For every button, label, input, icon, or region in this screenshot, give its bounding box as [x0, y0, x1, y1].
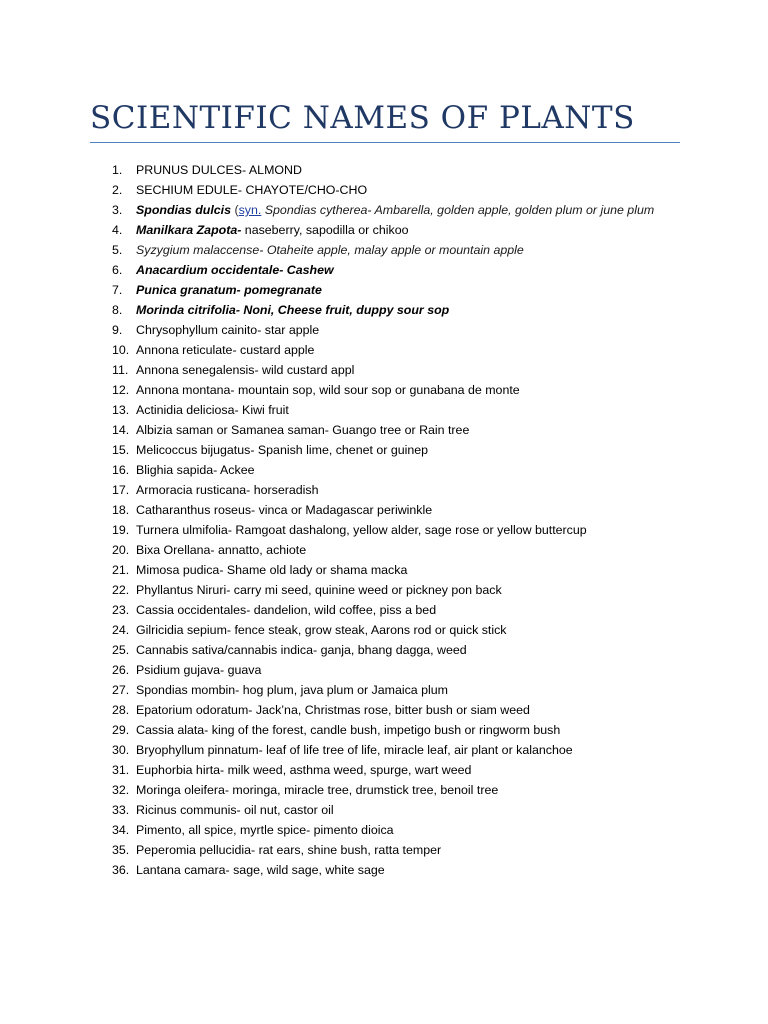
plant-list [112, 160, 672, 880]
paren-open: ( [231, 203, 239, 217]
list-item [112, 640, 672, 660]
item-number: 16. [112, 463, 130, 477]
item-number: 27. [112, 683, 130, 697]
item-number: 7. [112, 283, 123, 297]
item-text: Annona montana- mountain sop, wild sour sop or gunabana de monte [136, 383, 520, 397]
item-number: 32. [112, 783, 130, 797]
syn-link[interactable]: syn. [238, 203, 262, 217]
item-number: 12. [112, 383, 130, 397]
item-text: Chrysophyllum cainito- star apple [136, 323, 320, 337]
item-text: Mimosa pudica- Shame old lady or shama macka [136, 563, 408, 577]
item-text: Armoracia rusticana- horseradish [136, 483, 319, 497]
item-number: 3. [112, 203, 123, 217]
item-text: Epatorium odoratum- Jack’na, Christmas rose, bitter bush or siam weed [136, 703, 530, 717]
item-text: Albizia saman or Samanea saman- Guango tree or Rain tree [136, 423, 470, 437]
item-text: Bryophyllum pinnatum- leaf of life tree of life, miracle leaf, air plant or kalanchoe [136, 743, 573, 757]
item-number: 9. [112, 323, 123, 337]
item-number: 31. [112, 763, 130, 777]
list-item [112, 700, 672, 720]
item-number: 19. [112, 523, 130, 537]
item-text: Cassia occidentales- dandelion, wild coffee, piss a bed [136, 603, 437, 617]
item-number: 18. [112, 503, 130, 517]
list-item [112, 320, 672, 340]
item-number: 33. [112, 803, 130, 817]
list-item [112, 380, 672, 400]
item-number: 34. [112, 823, 130, 837]
item-text: Ricinus communis- oil nut, castor oil [136, 803, 334, 817]
list-item [112, 340, 672, 360]
list-item [112, 300, 672, 320]
item-number: 30. [112, 743, 130, 757]
list-item [112, 260, 672, 280]
item-number: 20. [112, 543, 130, 557]
item-number: 23. [112, 603, 130, 617]
item-text: Psidium gujava- guava [136, 663, 262, 677]
list-item [112, 600, 672, 620]
page-title: SCIENTIFIC NAMES OF PLANTS [90, 100, 635, 136]
list-item [112, 720, 672, 740]
list-item [112, 660, 672, 680]
item-number: 1. [112, 163, 123, 177]
item-text: Lantana camara- sage, wild sage, white sage [136, 863, 385, 877]
item-text: Actinidia deliciosa- Kiwi fruit [136, 403, 289, 417]
item-number: 26. [112, 663, 130, 677]
item-text: Gilricidia sepium- fence steak, grow steak, Aarons rod or quick stick [136, 623, 507, 637]
list-item [112, 220, 672, 240]
item-text: Euphorbia hirta- milk weed, asthma weed, spurge, wart weed [136, 763, 472, 777]
scientific-name: Spondias dulcis [136, 203, 232, 217]
list-item [112, 440, 672, 460]
item-number: 17. [112, 483, 130, 497]
item-number: 36. [112, 863, 130, 877]
item-rest: Spondias cytherea- Ambarella, golden apple, golden plum or june plum [261, 203, 655, 217]
list-item [112, 240, 672, 260]
item-text: Morinda citrifolia- Noni, Cheese fruit, duppy sour sop [136, 303, 450, 317]
item-text: Blighia sapida- Ackee [136, 463, 255, 477]
item-text: Cassia alata- king of the forest, candle bush, impetigo bush or ringworm bush [136, 723, 561, 737]
list-item [112, 740, 672, 760]
item-text: SECHIUM EDULE- CHAYOTE/CHO-CHO [136, 183, 368, 197]
item-number: 5. [112, 243, 123, 257]
item-text: Syzygium malaccense- Otaheite apple, malay apple or mountain apple [136, 243, 524, 257]
item-rest: naseberry, sapodilla or chikoo [241, 223, 409, 237]
item-text: Annona reticulate- custard apple [136, 343, 315, 357]
item-number: 21. [112, 563, 130, 577]
list-item [112, 280, 672, 300]
item-number: 35. [112, 843, 130, 857]
item-text [136, 220, 409, 240]
item-number: 8. [112, 303, 123, 317]
list-item [112, 680, 672, 700]
item-number: 14. [112, 423, 130, 437]
item-text: Phyllantus Niruri- carry mi seed, quinine weed or pickney pon back [136, 583, 502, 597]
list-item [112, 800, 672, 820]
item-number: 2. [112, 183, 123, 197]
item-number: 11. [112, 363, 129, 377]
item-number: 29. [112, 723, 130, 737]
list-item [112, 202, 672, 219]
item-text: Catharanthus roseus- vinca or Madagascar periwinkle [136, 503, 433, 517]
list-item [112, 460, 672, 480]
item-text: Pimento, all spice, myrtle spice- pimento dioica [136, 823, 394, 837]
list-item [112, 620, 672, 640]
item-text: Anacardium occidentale- Cashew [136, 263, 334, 277]
list-item [112, 840, 672, 860]
item-text: PRUNUS DULCES- ALMOND [136, 163, 302, 177]
list-item [112, 540, 672, 560]
list-item [112, 480, 672, 500]
item-number: 10. [112, 343, 130, 357]
item-text: Punica granatum- pomegranate [136, 283, 322, 297]
list-item [112, 560, 672, 580]
list-item [112, 500, 672, 520]
item-text [136, 202, 666, 219]
title-underline [90, 142, 680, 143]
list-item [112, 160, 672, 180]
item-number: 22. [112, 583, 130, 597]
list-item [112, 820, 672, 840]
list-item [112, 760, 672, 780]
list-item [112, 780, 672, 800]
item-number: 15. [112, 443, 130, 457]
item-text: Spondias mombin- hog plum, java plum or Jamaica plum [136, 683, 448, 697]
list-item [112, 400, 672, 420]
item-text: Cannabis sativa/cannabis indica- ganja, bhang dagga, weed [136, 643, 467, 657]
item-text: Melicoccus bijugatus- Spanish lime, chenet or guinep [136, 443, 429, 457]
list-item [112, 520, 672, 540]
item-text: Moringa oleifera- moringa, miracle tree, drumstick tree, benoil tree [136, 783, 499, 797]
list-item [112, 360, 672, 380]
list-item [112, 580, 672, 600]
item-number: 25. [112, 643, 130, 657]
list-item [112, 180, 672, 200]
item-number: 13. [112, 403, 130, 417]
item-number: 28. [112, 703, 130, 717]
item-number: 4. [112, 223, 123, 237]
item-text: Annona senegalensis- wild custard appl [136, 363, 355, 377]
list-item [112, 860, 672, 880]
item-number: 6. [112, 263, 123, 277]
list-item [112, 420, 672, 440]
item-text: Bixa Orellana- annatto, achiote [136, 543, 307, 557]
item-number: 24. [112, 623, 130, 637]
scientific-name: Manilkara Zapota- [136, 223, 242, 237]
item-text: Turnera ulmifolia- Ramgoat dashalong, yellow alder, sage rose or yellow buttercup [136, 523, 587, 537]
item-text: Peperomia pellucidia- rat ears, shine bush, ratta temper [136, 843, 442, 857]
